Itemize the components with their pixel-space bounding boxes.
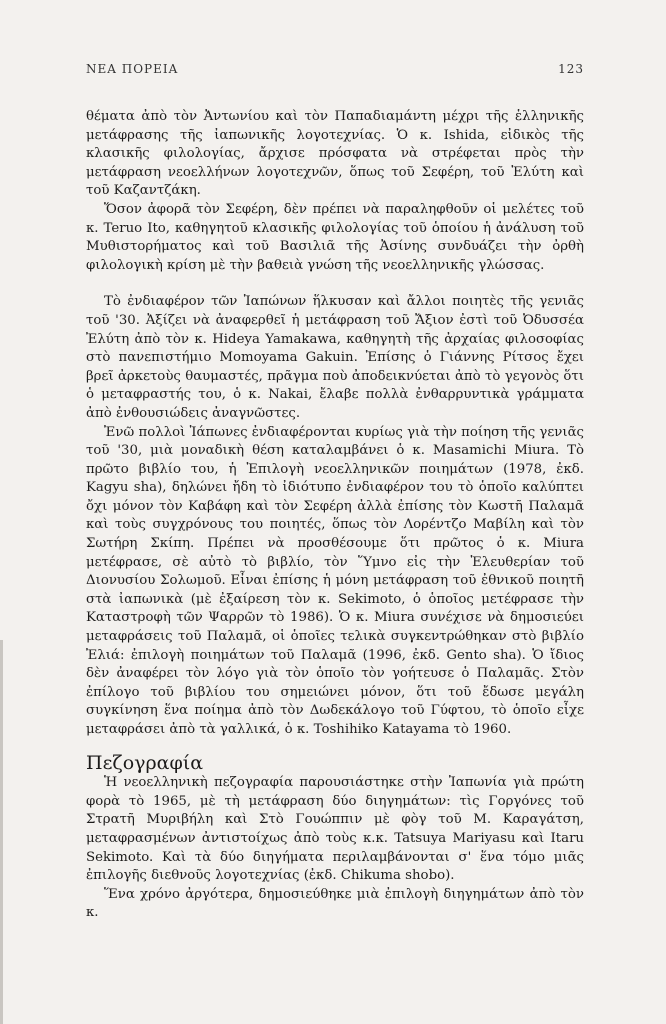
- paragraph: θέματα ἀπὸ τὸν Ἀντωνίου καὶ τὸν Παπαδιαμάντη μέχρι τῆς ἑλληνικῆς μετάφρασης τῆς ἰαπωνικῆς λογοτεχνίας. Ὁ κ. Ishida, εἰδικὸς τῆς κλασικῆς φιλολογίας, ἄρχισε πρόσφατα νὰ στρέφεται πρὸς τὴν μετάφραση νεοελλήνων λογοτεχνῶν, ὅπως τοῦ Σεφέρη, τοῦ Ἐλύτη καὶ τοῦ Καζαντζάκη.: [86, 109, 584, 199]
- paragraph: Ἡ νεοελληνικὴ πεζογραφία παρουσιάστηκε στὴν Ἰαπωνία γιὰ πρώτη φορὰ τὸ 1965, μὲ τὴ μετάφραση δύο διηγημάτων: τὶς Γοργόνες τοῦ Στρατῆ Μυριβήλη καὶ Στὸ Γουώππιν μὲ φὸγ τοῦ Μ. Καραγάτση, μεταφρασμένων ἀντιστοίχως ἀπὸ τοὺς κ.κ. Tatsuya Mariyasu καὶ Itaru Sekimoto. Καὶ τὰ δύο διηγήματα περιλαμβάνονται σ' ἕνα τόμο μιᾶς ἐπιλογῆς διεθνοῦς λογοτεχνίας (ἐκδ. Chikuma shobo).: [86, 775, 584, 884]
- page-number: 123: [558, 62, 584, 76]
- page-edge-shadow: [0, 640, 3, 1024]
- body-text: [86, 108, 584, 923]
- paragraph: Ἐνῶ πολλοὶ Ἰάπωνες ἐνδιαφέρονται κυρίως γιὰ τὴν ποίηση τῆς γενιᾶς τοῦ '30, μιὰ μοναδικὴ θέση καταλαμβάνει ὁ κ. Masamichi Miura. Τὸ πρῶτο βιβλίο του, ἡ Ἐπιλογὴ νεοελληνικῶν ποιημάτων (1978, ἐκδ. Kagyu sha), δηλώνει ἤδη τὸ ἰδιότυπο ἐνδιαφέρον του τὸ ὁποῖο καλύπτει ὄχι μόνον τὸν Καβάφη καὶ τὸν Σεφέρη ἀλλὰ ἐπίσης τὸν Κωστῆ Παλαμᾶ καὶ τοὺς συγχρόνους του ποιητές, ὅπως τὸν Λορέντζο Μαβίλη καὶ τὸν Σωτήρη Σκίπη. Πρέπει νὰ προσθέσουμε ὅτι πρῶτος ὁ κ. Miura μετέφρασε, σὲ αὐτὸ τὸ βιβλίο, τὸν Ὕμνο εἰς τὴν Ἐλευθερίαν τοῦ Διονυσίου Σολωμοῦ. Εἶναι ἐπίσης ἡ μόνη μετάφραση τοῦ ἐθνικοῦ ποιητῆ στὰ ἰαπωνικὰ (μὲ ἐξαίρεση τὸν κ. Sekimoto, ὁ ὁποῖος μετέφρασε τὴν Καταστροφὴ τῶν Ψαρρῶν τὸ 1986). Ὁ κ. Miura συνέχισε νὰ δημοσιεύει μεταφράσεις τοῦ Παλαμᾶ, οἱ ὁποῖες τελικὰ συγκεντρώθηκαν στὸ βιβλίο Ἐλιά: ἐπιλογὴ ποιημάτων τοῦ Παλαμᾶ (1996, ἐκδ. Gento sha). Ὁ ἴδιος δὲν ἀναφέρει τὸν λόγο γιὰ τὸν ὁποῖο τὸν γοήτευσε ὁ Παλαμᾶς. Στὸν ἐπίλογο τοῦ βιβλίου του σημειώνει μόνον, ὅτι τοῦ ἔδωσε μεγάλη συγκίνηση ἕνα ποίημα ἀπὸ τὸν Δωδεκάλογο τοῦ Γύφτου, τὸ ὁποῖο εἶχε μεταφράσει ἀπὸ τὰ γαλλικά, ὁ κ. Toshihiko Katayama τὸ 1960.: [86, 424, 584, 737]
- paragraph: Τὸ ἐνδιαφέρον τῶν Ἰαπώνων ἥλκυσαν καὶ ἄλλοι ποιητὲς τῆς γενιᾶς τοῦ '30. Ἀξίζει νὰ ἀναφερθεῖ ἡ μετάφραση τοῦ Ἄξιον ἐστὶ τοῦ Ὀδυσσέα Ἐλύτη ἀπὸ τὸν κ. Hideya Yamakawa, καθηγητὴ τῆς ἀρχαίας φιλοσοφίας στὸ πανεπιστήμιο Momoyama Gakuin. Ἐπίσης ὁ Γιάννης Ρίτσος ἔχει βρεῖ ἀρκετοὺς θαυμαστές, πρᾶγμα ποὺ ἀποδεικνύεται ἀπὸ τὸ γεγονὸς ὅτι ὁ μεταφραστής του, ὁ κ. Nakai, ἔλαβε πολλὰ ἐνθαρρυντικὰ γράμματα ἀπὸ ἐνθουσιώδεις ἀναγνῶστες.: [86, 294, 584, 421]
- paragraph: Ἕνα χρόνο ἀργότερα, δημοσιεύθηκε μιὰ ἐπιλογὴ διηγημάτων ἀπὸ τὸν κ.: [86, 886, 584, 921]
- journal-title: ΝΕΑ ΠΟΡΕΙΑ: [86, 62, 179, 76]
- section-heading: Πεζογραφία: [86, 751, 204, 774]
- running-header: [86, 62, 584, 76]
- paragraph: Ὅσον ἀφορᾶ τὸν Σεφέρη, δὲν πρέπει νὰ παραληφθοῦν οἱ μελέτες τοῦ κ. Teruo Ito, καθηγητοῦ κλασικῆς φιλολογίας τοῦ ὁποίου ἡ ἀνάλυση τοῦ Μυθιστορήματος καὶ τοῦ Βασιλιᾶ τῆς Ἀσίνης συνδυάζει τὴν ὀρθὴ φιλολογικὴ κρίση μὲ τὴν βαθειὰ γνώση τῆς νεοελληνικῆς γλώσσας.: [86, 201, 584, 273]
